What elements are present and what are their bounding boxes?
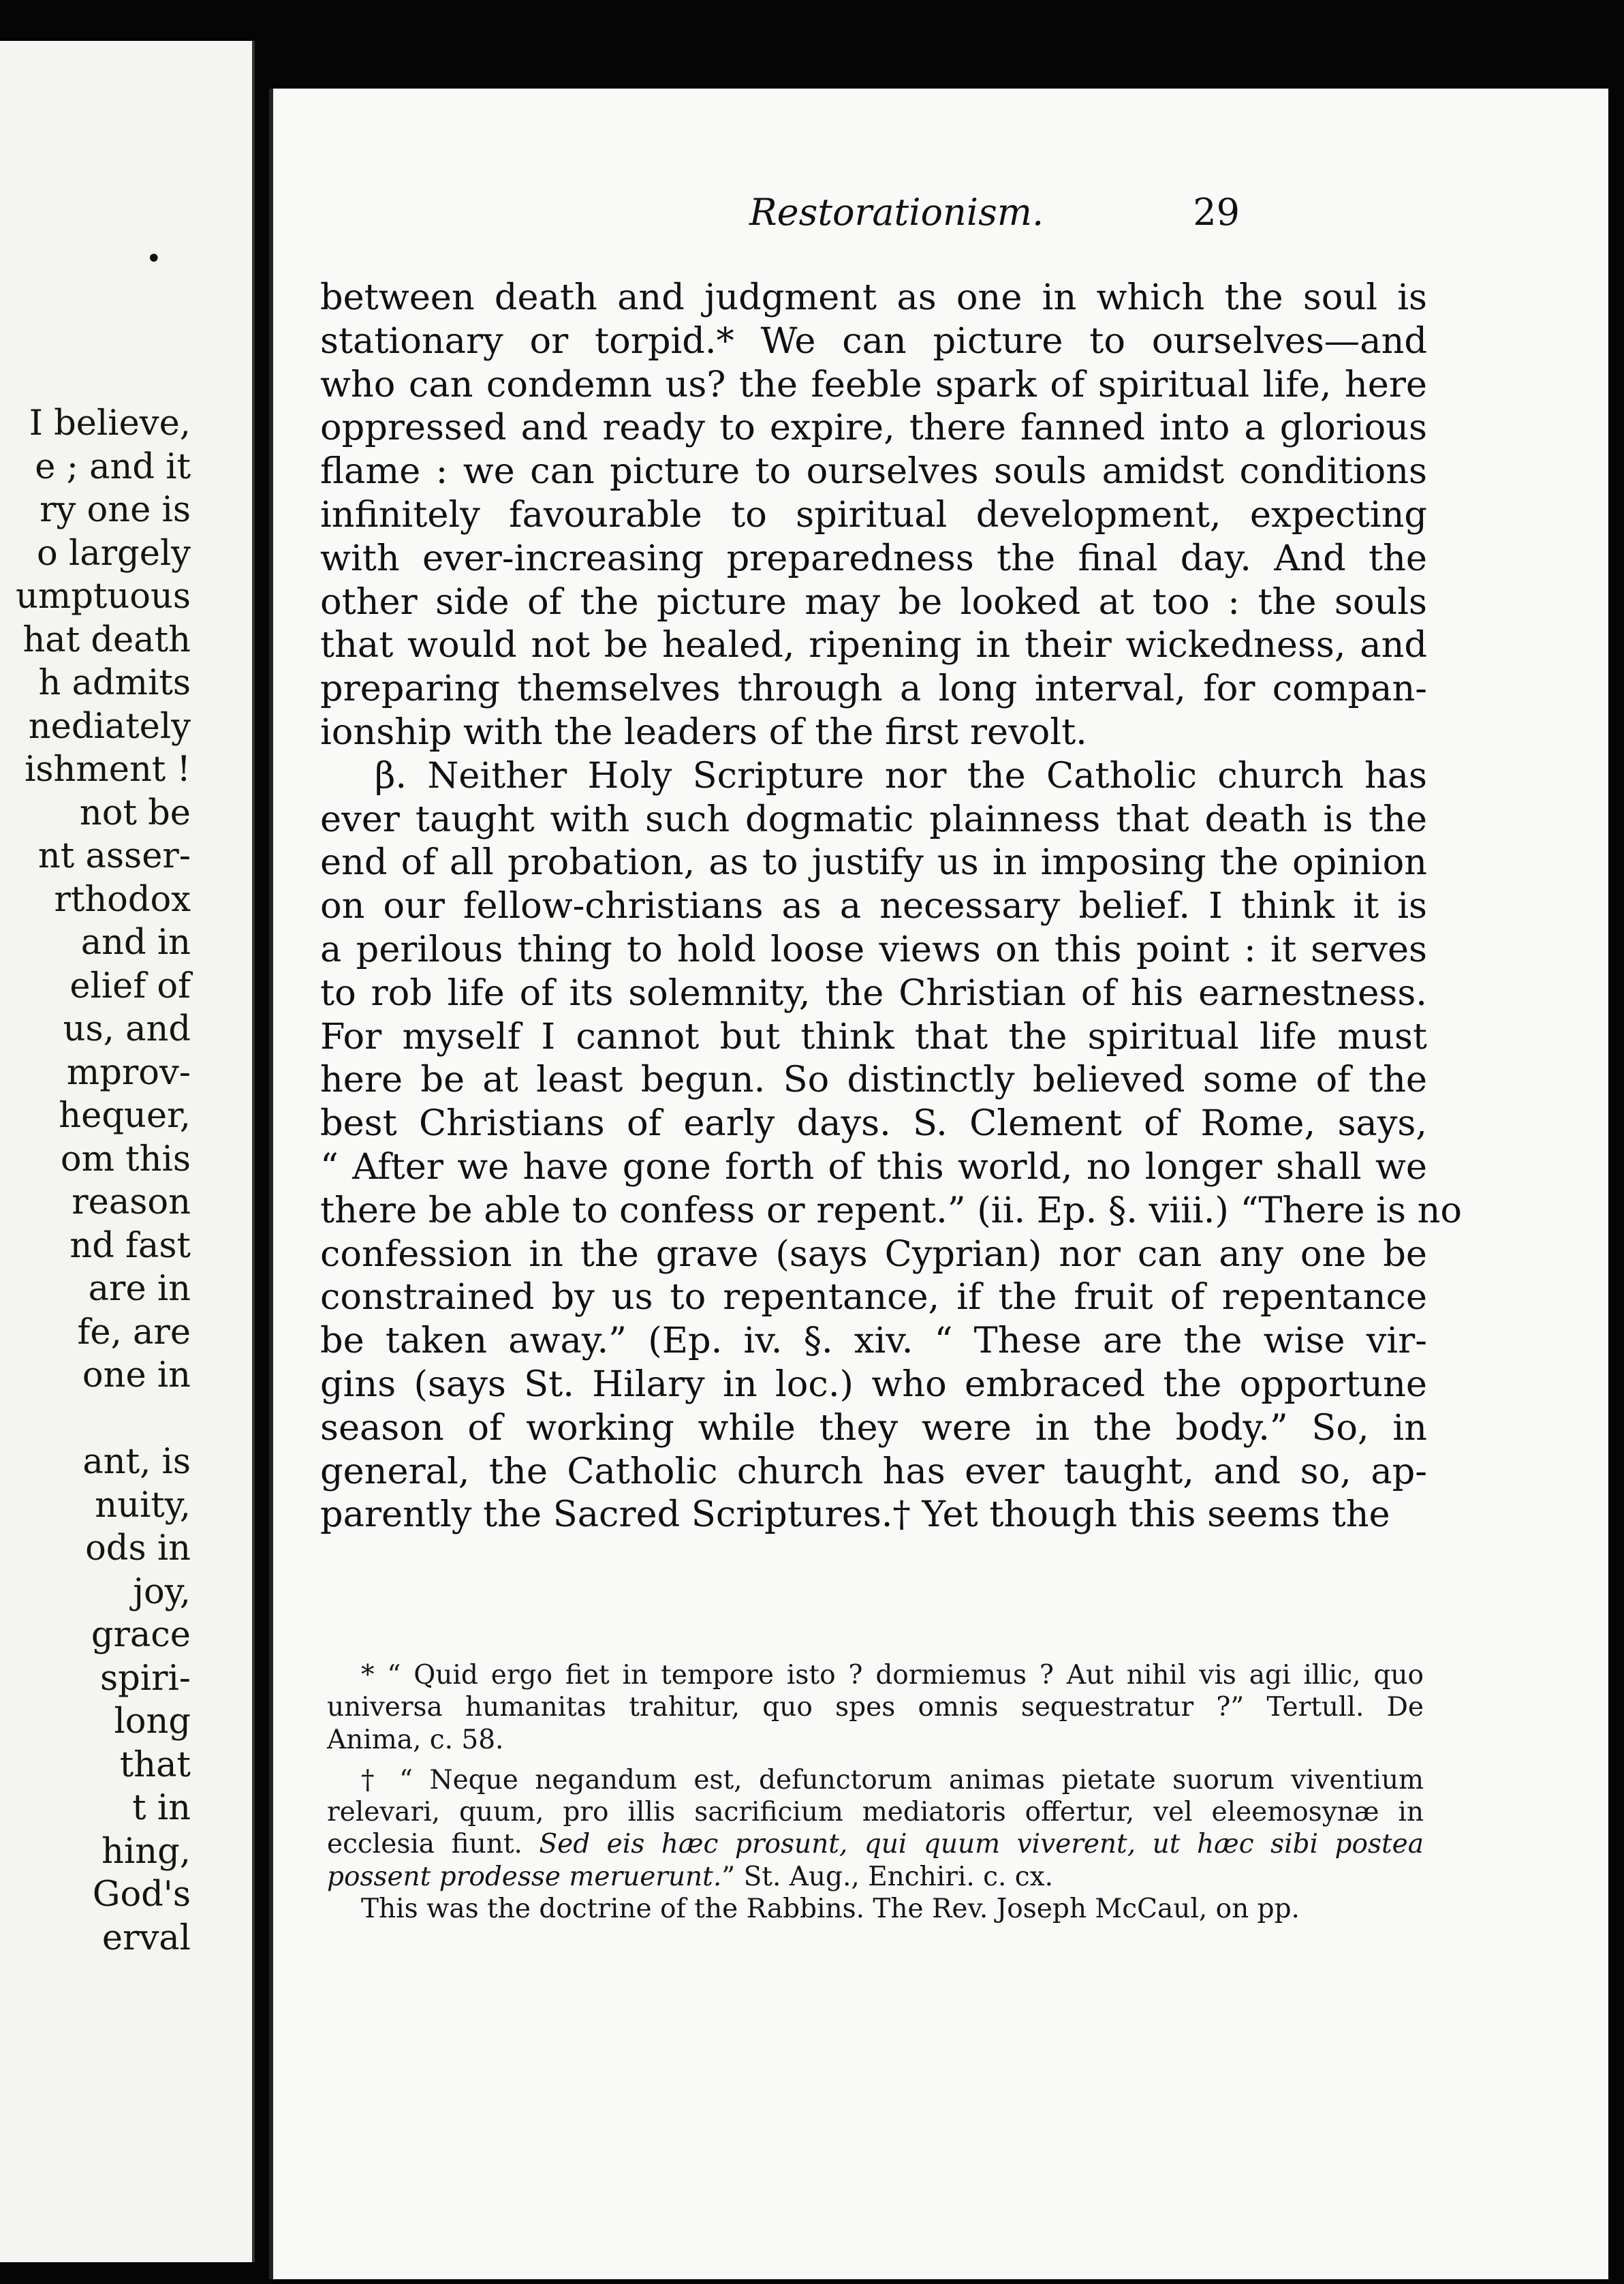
left-page-line: om this [60, 1139, 191, 1179]
left-page-line: mprov- [66, 1052, 191, 1093]
body-line: with ever-increasing preparedness the final day. And the [320, 537, 1427, 579]
left-page-line: ry one is [40, 490, 191, 530]
running-title: Restorationism. [749, 191, 1044, 234]
body-line: infinitely favourable to spiritual development, expecting [320, 493, 1427, 536]
body-line: β. Neither Holy Scripture nor the Catholic church has [375, 754, 1427, 797]
left-page-line [16, 1398, 191, 1441]
left-page-line: rthodox [54, 879, 191, 920]
left-page-line: ishment ! [25, 750, 191, 790]
body-line: gins (says St. Hilary in loc.) who embraced the opportune [320, 1363, 1427, 1405]
left-page-line: ods in [85, 1528, 191, 1569]
body-line: confession in the grave (says Cyprian) nor can any one be [320, 1233, 1427, 1275]
left-page-line: God's [92, 1874, 191, 1915]
left-page-line: o largely [37, 533, 191, 574]
body-line: to rob life of its solemnity, the Christian of his earnestness. [320, 972, 1427, 1014]
footnote-line: relevari, quum, pro illis sacrificium mediatoris offertur, vel eleemosynæ in [327, 1797, 1424, 1828]
left-page-line: long [114, 1701, 191, 1742]
left-page-line: grace [91, 1615, 191, 1655]
left-page-line: umptuous [16, 576, 191, 617]
footnote-line: † “ Neque negandum est, defunctorum animas pietate suorum viventium [361, 1764, 1424, 1795]
left-page-line: spiri- [99, 1658, 191, 1699]
footnote-text: ” St. Aug., Enchiri. c. cx. [721, 1861, 1053, 1892]
body-line: oppressed and ready to expire, there fanned into a glorious [320, 407, 1427, 449]
left-page-line: not be [79, 792, 191, 833]
left-page-line: are in [88, 1269, 191, 1309]
body-line: ionship with the leaders of the first revolt. [320, 711, 1087, 753]
body-line: parently the Sacred Scriptures.† Yet though this seems the [320, 1494, 1390, 1536]
footnote-line [327, 1828, 1424, 1860]
left-page-line: nediately [28, 706, 191, 747]
footnotes [327, 1659, 1424, 1925]
footnote-line [327, 1861, 1424, 1893]
body-line: be taken away.” (Ep. iv. §. xiv. “ These are the wise vir- [320, 1320, 1427, 1362]
left-page-line: one in [82, 1355, 191, 1395]
body-line: between death and judgment as one in which the soul is [320, 277, 1427, 318]
body-line: season of working while they were in the body.” So, in [320, 1406, 1427, 1449]
page-mark: • [146, 243, 162, 275]
body-line: stationary or torpid.* We can picture to ourselves—and [320, 320, 1427, 362]
body-line: end of all probation, as to justify us in imposing the opinion [320, 842, 1427, 884]
body-line: general, the Catholic church has ever taught, and so, ap- [320, 1450, 1427, 1492]
body-text [320, 276, 1463, 1537]
body-line: on our fellow-christians as a necessary belief. I think it is [320, 885, 1427, 927]
left-page-line: joy, [133, 1571, 191, 1612]
body-line: “ After we have gone forth of this world, no longer shall we [320, 1145, 1427, 1188]
left-page-line: I believe, [29, 403, 191, 444]
body-line: For myself I cannot but think that the spiritual life must [320, 1015, 1427, 1058]
left-page-line: nd fast [69, 1225, 191, 1266]
left-page-line: hequer, [59, 1096, 191, 1136]
left-page-line: hat death [22, 619, 191, 660]
footnote-italic-text: possent prodesse meruerunt. [327, 1861, 722, 1892]
left-page-line: nuity, [95, 1485, 191, 1526]
page-number: 29 [1193, 191, 1240, 234]
footnote-line: * “ Quid ergo fiet in tempore isto ? dormiemus ? Aut nihil vis agi illic, quo [361, 1660, 1424, 1691]
footnote-text: ecclesia fiunt. [327, 1829, 522, 1860]
body-line: here be at least begun. So distinctly believed some of the [320, 1059, 1427, 1101]
left-page-line: ant, is [82, 1442, 191, 1482]
body-line: preparing themselves through a long interval, for compan- [320, 668, 1427, 710]
body-line: a perilous thing to hold loose views on this point : it serves [320, 928, 1427, 970]
left-page-line: e ; and it [35, 446, 191, 487]
left-page-line: that [119, 1744, 191, 1785]
body-line: other side of the picture may be looked at too : the souls [320, 581, 1427, 623]
left-page-line: erval [102, 1917, 191, 1958]
footnote-italic-text: Sed eis hæc prosunt, qui quum viverent, ut hæc sibi postea [539, 1829, 1424, 1860]
body-line: best Christians of early days. S. Clement of Rome, says, [320, 1102, 1427, 1145]
body-line: constrained by us to repentance, if the fruit of repentance [320, 1276, 1427, 1318]
footnote-line: universa humanitas trahitur, quo spes omnis sequestratur ?” Tertull. De [327, 1692, 1424, 1723]
left-page-line: hing, [102, 1831, 191, 1872]
body-line: there be able to confess or repent.” (ii. Ep. §. viii.) “There is no [320, 1189, 1463, 1231]
body-line: flame : we can picture to ourselves souls amidst conditions [320, 450, 1427, 493]
footnote-line: Anima, c. 58. [327, 1724, 504, 1755]
left-page-line: reason [72, 1182, 191, 1222]
left-page-text [16, 402, 191, 1960]
left-page-line: elief of [69, 966, 191, 1006]
left-page-line: h admits [38, 663, 191, 703]
left-facing-page [0, 41, 255, 2262]
body-line: ever taught with such dogmatic plainness that death is the [320, 798, 1427, 840]
footnote-line: This was the doctrine of the Rabbins. The Rev. Joseph McCaul, on pp. [361, 1894, 1300, 1925]
left-page-line: us, and [63, 1009, 191, 1049]
body-line: that would not be healed, ripening in their wickedness, and [320, 624, 1427, 666]
body-line: who can condemn us? the feeble spark of spiritual life, here [320, 363, 1427, 405]
left-page-line: nt asser- [37, 836, 191, 876]
left-page-line: fe, are [77, 1312, 191, 1353]
left-page-line: and in [80, 923, 191, 963]
left-page-line: t in [132, 1788, 191, 1828]
